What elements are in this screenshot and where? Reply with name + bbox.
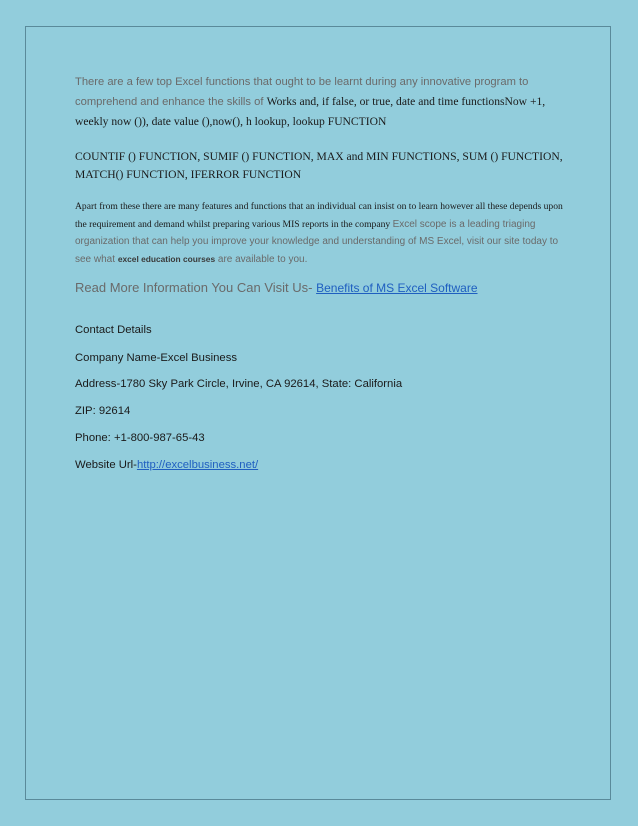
- intro-text: There are a few top Excel functions that ought to be learnt during any innovative program to comprehend and enhance the skills of: [75, 76, 529, 108]
- benefits-link[interactable]: Benefits of MS Excel Software: [316, 281, 478, 295]
- apart-end-text: are available to you.: [215, 253, 308, 265]
- contact-heading: Contact Details: [75, 324, 152, 336]
- read-more-line: [75, 280, 575, 295]
- intro-functions-text: Works and, if false, or true, date and time functionsNow +1, weekly now ()), date value (),now(), h lookup, lookup FUNCTION: [75, 95, 546, 128]
- contact-website: [75, 459, 258, 471]
- contact-phone: Phone: +1-800-987-65-43: [75, 432, 205, 444]
- contact-address: Address-1780 Sky Park Circle, Irvine, CA 92614, State: California: [75, 378, 403, 390]
- apart-text: Apart from these there are many features and functions that an individual can insist on to learn however all these depends upon the requirement and demand whilst preparing various MIS reports in the company: [75, 201, 563, 230]
- apart-scope-text: Excel scope is a leading triaging organization that can help you improve your knowledge and understanding of MS Excel, visit our site today to see what: [75, 218, 559, 265]
- functions-list-paragraph: COUNTIF () FUNCTION, SUMIF () FUNCTION, MAX and MIN FUNCTIONS, SUM () FUNCTION, MATCH() FUNCTION, IFERROR FUNCTION: [75, 150, 563, 181]
- website-link[interactable]: http://excelbusiness.net/: [136, 459, 259, 471]
- intro-paragraph: [75, 72, 575, 132]
- apart-courses-text: excel education courses: [117, 253, 216, 264]
- read-more-prefix: Read More Information You Can Visit Us-: [75, 280, 317, 295]
- website-label: Website Url-: [75, 459, 137, 471]
- contact-zip: ZIP: 92614: [75, 405, 131, 417]
- document-body: [75, 72, 575, 295]
- contact-company: Company Name-Excel Business: [75, 352, 237, 364]
- apart-paragraph: [75, 198, 575, 268]
